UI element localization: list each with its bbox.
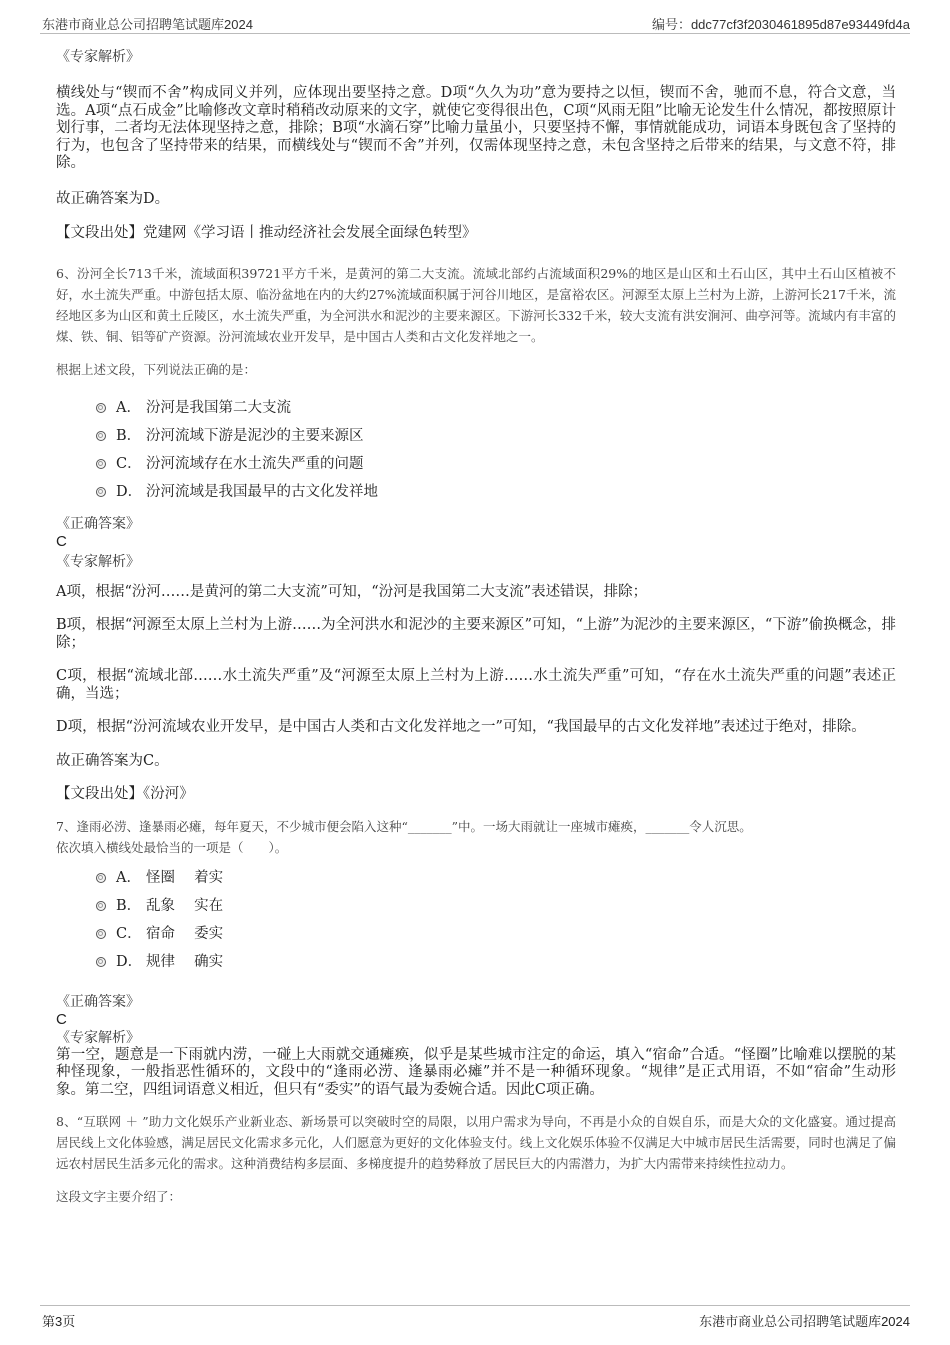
q6-question: 根据上述文段，下列说法正确的是： [56,361,257,377]
q6-analysis-a: A项，根据“汾河……是黄河的第二大支流”可知，“汾河是我国第二大支流”表述错误，排除； [56,583,648,600]
header-title: 东港市商业总公司招聘笔试题库2024 [42,17,253,32]
q7-options [56,863,896,975]
q6-option-a[interactable]: A． 汾河是我国第二大支流 [56,393,896,421]
q7-analysis-label: 《专家解析》 [56,1029,140,1046]
q6-analysis-c: C项，根据“流域北部……水土流失严重”及“河源至太原上兰村为上游……水土流失严重”可知，“存在水土流失严重的问题”表述正确，当选； [56,668,896,702]
q6-source: 【文段出处】《汾河》 [56,786,194,802]
q7-option-c[interactable]: C． 宿命 委实 [56,919,896,947]
q6-analysis-d: D项，根据“汾河流域农业开发早，是中国古人类和古文化发祥地之一”可知，“我国最早的古文化发祥地”表述过于绝对，排除。 [56,719,866,735]
q7-option-a[interactable]: A． 怪圈 着实 [56,863,896,891]
q7-option-b[interactable]: B． 乱象 实在 [56,891,896,919]
radio-icon[interactable] [96,403,106,413]
header-divider [40,33,910,34]
page-footer [0,1305,950,1345]
page-header [0,0,950,30]
footer-title: 东港市商业总公司招聘笔试题库2024 [699,1314,910,1329]
radio-icon[interactable] [96,901,106,911]
q6-analysis-label: 《专家解析》 [56,553,140,570]
document-code-value: ddc77cf3f2030461895d87e93449fd4a [690,17,910,32]
q6-option-b[interactable]: B． 汾河流域下游是泥沙的主要来源区 [56,421,896,449]
q6-answer-label: 《正确答案》 [56,515,140,532]
q7-answer-label: 《正确答案》 [56,993,140,1010]
q8-question: 这段文字主要介绍了： [56,1189,182,1204]
q6-passage: 6、汾河全长713千米，流域面积39721平方千米，是黄河的第二大支流。流域北部约占流域面积29%的地区是山区和土石山区，其中土石山区植被不好，水土流失严重。中游包括太原、临汾盆地在内的大约27%流域面积属于河谷川地区，是富裕农区。河源至太原上兰村为上游，上游河长217千米，流经地区多为山区和黄土丘陵区，水土流失严重，为全河洪水和泥沙的主要来源区。下游河长332千米，较大支流有洪安涧河、曲亭河等。流域内有丰富的煤、铁、铜、铝等矿产资源。汾河流域农业开发早，是中国古人类和古文化发祥地之一。 [56,265,896,344]
q6-option-d[interactable]: D． 汾河流域是我国最早的古文化发祥地 [56,477,896,505]
q7-option-d[interactable]: D． 规律 确实 [56,947,896,975]
q8-passage: 8、“互联网 ＋ ”助力文化娱乐产业新业态、新场景可以突破时空的局限，以用户需求为导向，不再是小众的自娱自乐，而是大众的文化盛宴。通过提高居民线上文化体验感，满足居民文化需求多元化，人们愿意为更好的文化体验支付。线上文化娱乐体验不仅满足大中城市居民生活需要，同时也满足了偏远农村居民生活多元化的需求。这种消费结构多层面、多梯度提升的趋势释放了居民巨大的内需潜力，为扩大内需带来持续性拉动力。 [56,1114,896,1171]
q7-passage: 7、逢雨必涝、逢暴雨必瘫，每年夏天，不少城市便会陷入这种“_______”中。一场大雨就让一座城市瘫痪，_______令人沉思。 [56,818,752,834]
q6-conclusion: 故正确答案为C。 [56,752,169,769]
radio-icon[interactable] [96,957,106,967]
q6-options [56,393,896,505]
radio-icon[interactable] [96,431,106,441]
page-number: 第3页 [42,1314,76,1329]
radio-icon[interactable] [96,873,106,883]
document-code-label: 编号： [651,17,691,32]
q6-option-c[interactable]: C． 汾河流域存在水土流失严重的问题 [56,449,896,477]
q6-answer: C [56,532,67,550]
q7-question: 依次填入横线处最恰当的一项是（ ）。 [56,839,288,855]
q7-answer: C [56,1010,67,1028]
q5-analysis: 横线处与“锲而不舍”构成同义并列，应体现出要坚持之意。D项“久久为功”意为要持之以恒，锲而不舍，驰而不息，符合文意，当选。A项“点石成金”比喻修改文章时稍稍改动原来的文字，就使它变得很出色，C项“风雨无阻”比喻无论发生什么情况，都按照原计划行事，二者均无法体现坚持之意，排除；B项“水滴石穿”比喻力量虽小，只要坚持不懈，事情就能成功，词语本身既包含了坚持的行为，也包含了坚持带来的结果，而横线处与“锲而不舍”并列，仅需体现坚持之意，未包含坚持之后带来的结果，与文意不符，排除。 [56,85,896,171]
page-content [56,44,896,1207]
footer-divider [40,1305,910,1306]
document-code [652,14,910,33]
radio-icon[interactable] [96,459,106,469]
q5-conclusion: 故正确答案为D。 [56,190,170,207]
q5-analysis-label: 《专家解析》 [56,49,140,65]
radio-icon[interactable] [96,929,106,939]
q5-source: 【文段出处】党建网《学习语丨推动经济社会发展全面绿色转型》 [56,225,477,241]
q6-analysis-b: B项，根据“河源至太原上兰村为上游……为全河洪水和泥沙的主要来源区”可知，“上游”为泥沙的主要来源区，“下游”偷换概念，排除； [56,617,896,651]
q7-analysis: 第一空，题意是一下雨就内涝，一碰上大雨就交通瘫痪，似乎是某些城市注定的命运，填入“宿命”合适。“怪圈”比喻难以摆脱的某种怪现象，一般指恶性循环的，文段中的“逢雨必涝、逢暴雨必瘫”并不是一种循环现象。“规律”是正式用语，不如“宿命”生动形象。第二空，四组词语意义相近，但只有“委实”的语气最为委婉合适。因此C项正确。 [56,1046,896,1098]
radio-icon[interactable] [96,487,106,497]
